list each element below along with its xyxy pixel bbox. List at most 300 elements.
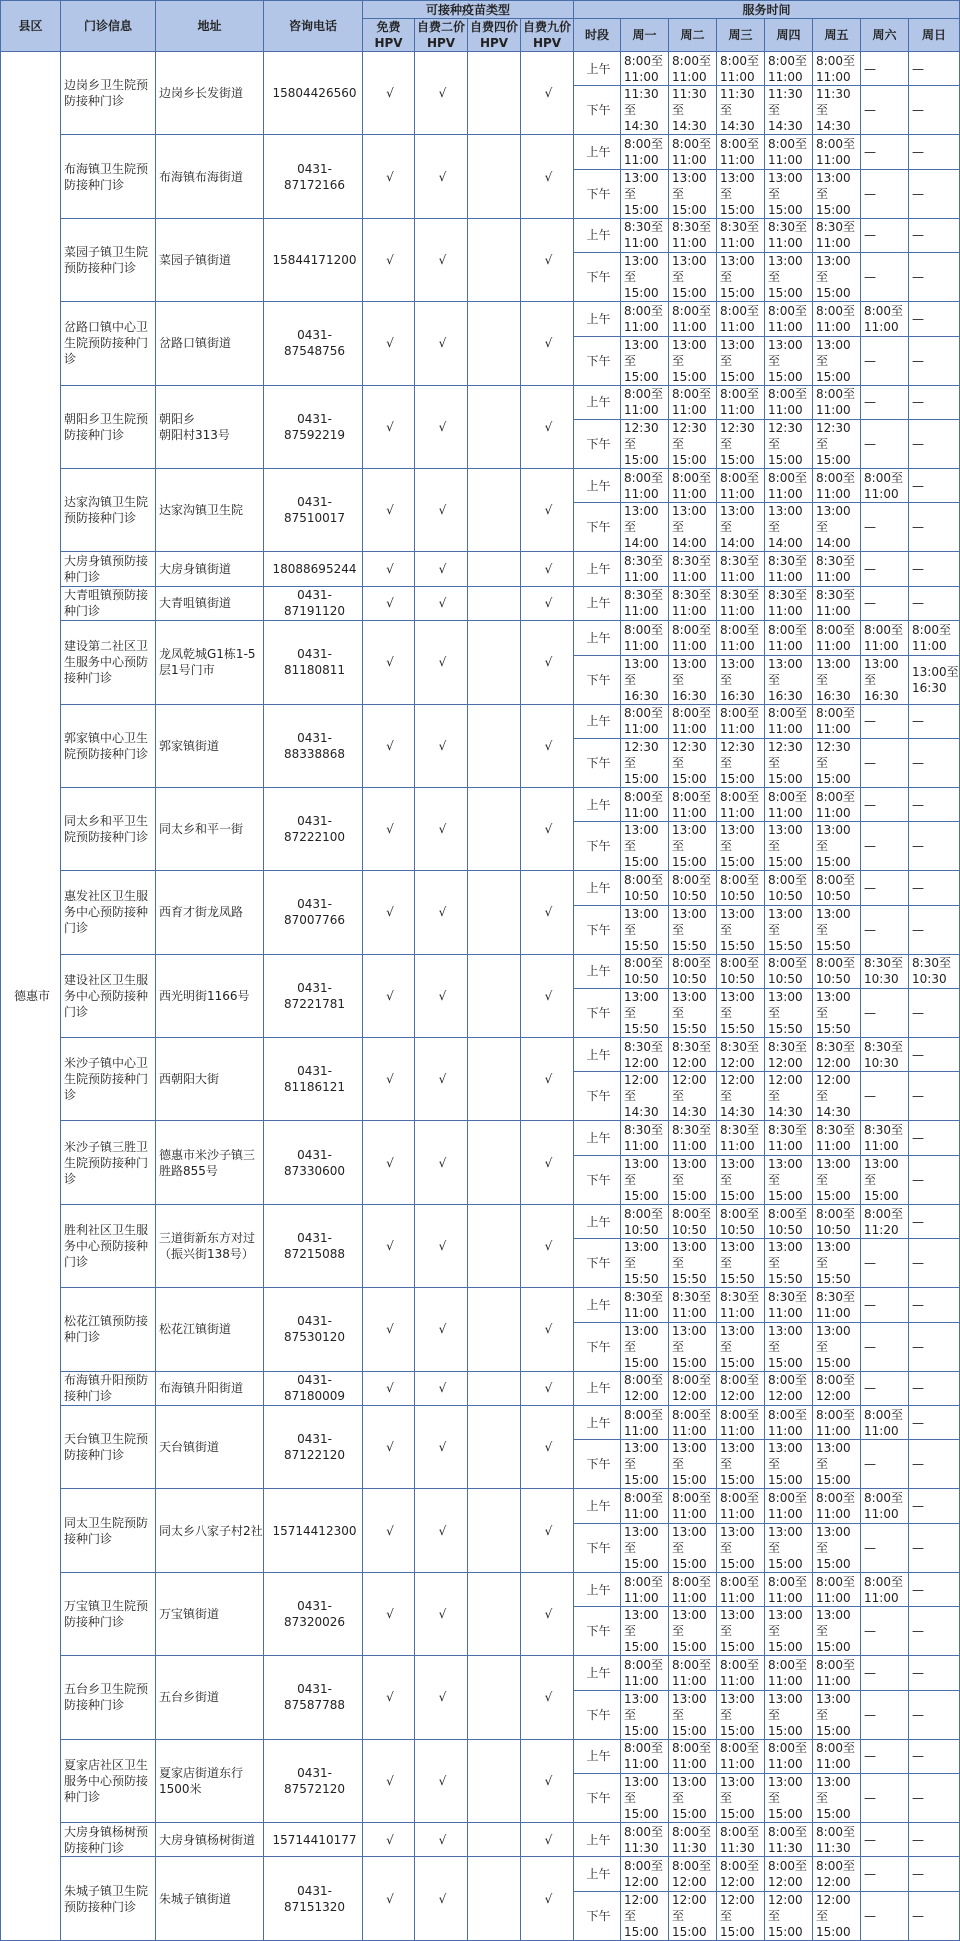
time-cell: 8:30至 11:00 [861,1121,909,1155]
time-cell: 8:30至 12:00 [669,1038,717,1072]
time-cell: 8:30至 11:00 [813,218,861,252]
hpv-availability: √ [415,468,468,551]
period-pm: 下午 [574,1891,621,1940]
header-day: 周五 [813,19,861,52]
time-cell: 8:00至 10:50 [717,871,765,905]
clinic-phone: 0431-87221781 [264,954,363,1037]
time-cell: — [861,1773,909,1822]
table-row [1,1121,960,1155]
clinic-name: 布海镇卫生院预防接种门诊 [61,135,156,218]
table-row [1,1489,960,1523]
period-am: 上午 [574,1489,621,1523]
clinic-name: 五台乡卫生院预防接种门诊 [61,1656,156,1739]
time-cell: — [861,871,909,905]
time-cell: 8:30至 11:00 [717,218,765,252]
time-cell: — [861,419,909,468]
hpv-availability: √ [363,218,415,301]
time-cell: — [909,253,960,302]
hpv-availability [468,1371,521,1405]
time-cell: — [861,1607,909,1656]
time-cell: — [909,1656,960,1690]
table-row [1,1572,960,1606]
time-cell: 8:00至 11:00 [717,52,765,86]
time-cell: — [861,1739,909,1773]
time-cell: 13:00至 15:00 [813,1155,861,1204]
time-cell: 13:00至 15:50 [669,905,717,954]
period-pm: 下午 [574,169,621,218]
time-cell: — [909,1155,960,1204]
time-cell: 8:30至 12:00 [621,1038,669,1072]
time-cell: 13:00至 15:50 [765,1239,813,1288]
hpv-availability: √ [363,871,415,954]
time-cell: 8:30至 11:00 [765,552,813,586]
time-cell: — [861,1822,909,1856]
time-cell: 8:00至 11:00 [717,1572,765,1606]
time-cell: 8:00至 11:00 [861,1406,909,1440]
hpv-availability: √ [363,1371,415,1405]
clinic-phone: 0431-81186121 [264,1038,363,1121]
time-cell: — [909,822,960,871]
header-vaccine-type: 自费四价 HPV [468,19,521,52]
time-cell: 8:00至 11:30 [813,1822,861,1856]
time-cell: 13:00至 15:50 [669,989,717,1038]
time-cell: 8:00至 10:50 [621,954,669,988]
hpv-availability: √ [521,1204,574,1287]
hpv-availability: √ [415,1822,468,1856]
time-cell: 8:00至 11:00 [621,302,669,336]
hpv-availability: √ [363,1288,415,1371]
period-am: 上午 [574,468,621,502]
time-cell: 13:00至 14:00 [813,503,861,552]
time-cell: 8:00至 11:00 [813,135,861,169]
period-pm: 下午 [574,503,621,552]
time-cell: — [861,787,909,821]
time-cell: 8:00至 11:00 [669,1739,717,1773]
time-cell: 12:30至 15:00 [765,738,813,787]
time-cell: 8:00至 10:50 [669,1204,717,1238]
time-cell: 8:00至 11:00 [765,621,813,655]
clinic-address: 德惠市米沙子镇三胜路855号 [156,1121,264,1204]
header-phone: 咨询电话 [264,1,363,52]
time-cell: 13:00至 14:00 [717,503,765,552]
time-cell: 13:00至 15:00 [813,1523,861,1572]
time-cell: 13:00至 15:50 [813,905,861,954]
time-cell: 13:00至 15:00 [621,253,669,302]
time-cell: — [909,419,960,468]
hpv-availability: √ [521,468,574,551]
clinic-address: 西光明街1166号 [156,954,264,1037]
time-cell: 8:00至 11:00 [765,1739,813,1773]
time-cell: — [909,905,960,954]
time-cell: 13:00至 15:00 [765,1773,813,1822]
clinic-phone: 0431-88338868 [264,704,363,787]
clinic-name: 米沙子镇三胜卫生院预防接种门诊 [61,1121,156,1204]
time-cell: 13:00至 15:00 [669,336,717,385]
hpv-availability [468,1288,521,1371]
time-cell: 8:00至 11:00 [813,1489,861,1523]
time-cell: 8:30至 11:00 [669,1288,717,1322]
hpv-availability: √ [363,135,415,218]
time-cell: 13:00至 15:00 [813,1607,861,1656]
clinic-address: 边岗乡长发街道 [156,52,264,135]
time-cell: 8:00至 11:00 [621,787,669,821]
time-cell: 8:00至 11:00 [813,1656,861,1690]
time-cell: — [909,1607,960,1656]
clinic-address: 同太乡八家子村2社 [156,1489,264,1572]
header-county: 县区 [1,1,61,52]
hpv-availability [468,1857,521,1940]
time-cell: 8:00至 11:00 [621,1406,669,1440]
hpv-availability [468,871,521,954]
time-cell: 8:00至 11:00 [765,1572,813,1606]
hpv-availability: √ [415,52,468,135]
time-cell: 8:30至 11:00 [669,1121,717,1155]
time-cell: 13:00至 15:00 [669,822,717,871]
time-cell: 8:00至 11:00 [813,704,861,738]
time-cell: 13:00至 15:00 [621,1322,669,1371]
hpv-availability: √ [363,1739,415,1822]
time-cell: 8:00至 11:00 [813,52,861,86]
hpv-availability: √ [415,1121,468,1204]
time-cell: 13:00至 15:00 [669,1523,717,1572]
clinic-phone: 0431-87592219 [264,385,363,468]
hpv-availability: √ [415,385,468,468]
time-cell: — [861,1690,909,1739]
time-cell: 8:00至 10:50 [717,1204,765,1238]
hpv-availability: √ [521,1572,574,1655]
period-pm: 下午 [574,1440,621,1489]
time-cell: 8:00至 11:00 [621,621,669,655]
time-cell: 8:00至 11:00 [669,385,717,419]
period-am: 上午 [574,552,621,586]
time-cell: 8:30至 11:00 [765,1121,813,1155]
time-cell: 8:00至 10:50 [717,954,765,988]
clinic-name: 万宝镇卫生院预防接种门诊 [61,1572,156,1655]
hpv-availability: √ [415,1857,468,1940]
header-period: 时段 [574,19,621,52]
time-cell: 13:00至 15:00 [669,1690,717,1739]
time-cell: 8:00至 11:00 [813,385,861,419]
hpv-availability: √ [521,1739,574,1822]
time-cell: 8:00至 11:00 [717,468,765,502]
time-cell: 13:00至 15:00 [717,253,765,302]
time-cell: 13:00至 15:00 [621,1773,669,1822]
time-cell: 13:00至 15:50 [813,989,861,1038]
hpv-availability: √ [415,1406,468,1489]
time-cell: — [909,302,960,336]
time-cell: 8:00至 11:00 [909,621,960,655]
clinic-name: 天台镇卫生院预防接种门诊 [61,1406,156,1489]
time-cell: — [861,989,909,1038]
hpv-availability: √ [363,704,415,787]
time-cell: 8:00至 10:50 [765,1204,813,1238]
time-cell: 8:30至 12:00 [765,1038,813,1072]
table-row [1,302,960,336]
time-cell: 13:00至 15:00 [717,1440,765,1489]
time-cell: 8:00至 11:00 [621,468,669,502]
hpv-availability: √ [415,218,468,301]
clinic-address: 大房身镇杨树街道 [156,1822,264,1856]
header-day: 周四 [765,19,813,52]
period-am: 上午 [574,787,621,821]
time-cell: 12:00至 15:00 [813,1891,861,1940]
time-cell: 8:30至 11:00 [765,218,813,252]
time-cell: — [909,336,960,385]
clinic-address: 万宝镇街道 [156,1572,264,1655]
time-cell: — [909,52,960,86]
table-row [1,1038,960,1072]
time-cell: 13:00至 15:00 [717,169,765,218]
time-cell: 8:00至 10:50 [765,871,813,905]
time-cell: — [909,468,960,502]
hpv-availability: √ [521,218,574,301]
time-cell: 8:00至 11:00 [765,135,813,169]
hpv-availability: √ [363,1121,415,1204]
hpv-availability: √ [521,52,574,135]
time-cell: — [909,169,960,218]
time-cell: — [909,1822,960,1856]
clinic-phone: 15804426560 [264,52,363,135]
time-cell: — [909,218,960,252]
time-cell: 13:00至 15:00 [621,1690,669,1739]
time-cell: 13:00至 15:00 [669,1440,717,1489]
period-am: 上午 [574,135,621,169]
time-cell: 13:00至 14:00 [669,503,717,552]
clinic-phone: 0431-87320026 [264,1572,363,1655]
time-cell: 8:30至 11:00 [765,1288,813,1322]
clinic-address: 天台镇街道 [156,1406,264,1489]
clinic-address: 西朝阳大街 [156,1038,264,1121]
table-row [1,218,960,252]
time-cell: — [861,1072,909,1121]
time-cell: 13:00至 15:00 [861,1155,909,1204]
hpv-availability: √ [415,871,468,954]
time-cell: 13:00至 15:00 [717,1322,765,1371]
time-cell: 8:00至 11:00 [621,1489,669,1523]
clinic-name: 建设社区卫生服务中心预防接种门诊 [61,954,156,1037]
hpv-availability: √ [363,1489,415,1572]
time-cell: — [909,1371,960,1405]
time-cell: 8:30至 11:00 [621,552,669,586]
time-cell: — [909,1739,960,1773]
time-cell: 13:00至 15:50 [621,989,669,1038]
time-cell: 13:00至 15:00 [765,1690,813,1739]
period-pm: 下午 [574,905,621,954]
hpv-availability [468,1489,521,1572]
time-cell: 13:00至 15:00 [621,1440,669,1489]
header-vaccine-type: 免费 HPV [363,19,415,52]
time-cell: — [909,503,960,552]
time-cell: 13:00至 15:50 [813,1239,861,1288]
hpv-availability [468,218,521,301]
period-am: 上午 [574,1656,621,1690]
time-cell: 12:30至 15:00 [813,419,861,468]
time-cell: 8:30至 11:00 [717,1288,765,1322]
hpv-availability: √ [415,302,468,385]
time-cell: — [861,169,909,218]
time-cell: 8:00至 11:00 [765,1489,813,1523]
hpv-availability: √ [363,1038,415,1121]
time-cell: 8:00至 11:00 [813,1572,861,1606]
time-cell: — [909,1239,960,1288]
period-am: 上午 [574,218,621,252]
clinic-address: 布海镇布海街道 [156,135,264,218]
time-cell: — [909,1489,960,1523]
hpv-availability: √ [363,954,415,1037]
hpv-availability: √ [415,954,468,1037]
period-am: 上午 [574,1822,621,1856]
time-cell: — [861,218,909,252]
hpv-availability: √ [521,954,574,1037]
clinic-name: 建设第二社区卫生服务中心预防接种门诊 [61,621,156,704]
hpv-availability [468,1121,521,1204]
time-cell: 11:30至 14:30 [621,86,669,135]
header-day: 周二 [669,19,717,52]
time-cell: 13:00至 15:50 [717,1239,765,1288]
hpv-availability [468,552,521,586]
hpv-availability: √ [415,586,468,620]
hpv-availability: √ [363,586,415,620]
time-cell: 8:00至 11:00 [717,704,765,738]
clinic-phone: 0431-87572120 [264,1739,363,1822]
time-cell: 8:00至 11:00 [717,1739,765,1773]
clinic-address: 岔路口镇街道 [156,302,264,385]
time-cell: 12:30至 15:00 [621,419,669,468]
time-cell: 8:00至 11:00 [813,1739,861,1773]
time-cell: 8:30至 11:00 [621,1121,669,1155]
time-cell: 8:00至 10:50 [813,871,861,905]
time-cell: 13:00至 15:00 [813,336,861,385]
hpv-availability: √ [521,1489,574,1572]
time-cell: 12:00至 15:00 [621,1891,669,1940]
clinic-address: 朱城子镇街道 [156,1857,264,1940]
hpv-availability [468,586,521,620]
time-cell: 8:00至 11:30 [765,1822,813,1856]
time-cell: 13:00至 15:00 [669,169,717,218]
time-cell: — [861,1288,909,1322]
period-am: 上午 [574,302,621,336]
header-vaccine-type: 自费二价 HPV [415,19,468,52]
time-cell: 13:00至 15:00 [765,1322,813,1371]
hpv-availability [468,135,521,218]
time-cell: 8:00至 11:00 [861,302,909,336]
period-pm: 下午 [574,1773,621,1822]
time-cell: — [909,1440,960,1489]
period-pm: 下午 [574,419,621,468]
table-row [1,1656,960,1690]
hpv-availability: √ [415,1288,468,1371]
time-cell: 8:00至 10:50 [813,1204,861,1238]
time-cell: 8:00至 11:00 [813,621,861,655]
time-cell: 8:00至 11:00 [621,704,669,738]
table-row [1,385,960,419]
clinic-name: 布海镇升阳预防接种门诊 [61,1371,156,1405]
time-cell: 8:30至 11:00 [765,586,813,620]
time-cell: 13:00至 15:00 [717,1155,765,1204]
time-cell: — [909,135,960,169]
time-cell: 8:00至 11:00 [861,621,909,655]
time-cell: 13:00至 15:00 [765,336,813,385]
time-cell: 8:00至 12:00 [813,1371,861,1405]
time-cell: — [909,385,960,419]
time-cell: — [861,1322,909,1371]
time-cell: 13:00至 15:00 [813,253,861,302]
period-am: 上午 [574,1121,621,1155]
clinic-address: 达家沟镇卫生院 [156,468,264,551]
time-cell: 8:00至 12:00 [765,1371,813,1405]
clinic-phone: 0431-87191120 [264,586,363,620]
hpv-availability [468,1572,521,1655]
time-cell: 8:00至 11:00 [765,1406,813,1440]
header-address: 地址 [156,1,264,52]
time-cell: 11:30至 14:30 [765,86,813,135]
clinic-phone: 18088695244 [264,552,363,586]
time-cell: 13:00至 15:00 [765,1440,813,1489]
period-am: 上午 [574,1857,621,1891]
clinic-phone: 0431-87215088 [264,1204,363,1287]
time-cell: — [909,552,960,586]
time-cell: — [909,1322,960,1371]
time-cell: 8:00至 11:00 [861,1489,909,1523]
table-row [1,1822,960,1856]
time-cell: — [909,704,960,738]
clinic-phone: 15714412300 [264,1489,363,1572]
time-cell: 8:00至 11:00 [621,135,669,169]
time-cell: — [909,1572,960,1606]
hpv-availability: √ [521,1857,574,1940]
time-cell: — [861,86,909,135]
time-cell: 8:30至 11:00 [717,1121,765,1155]
time-cell: — [861,1440,909,1489]
table-body [1,52,960,1941]
time-cell: 8:00至 11:00 [717,621,765,655]
time-cell: 13:00至 15:50 [765,905,813,954]
period-pm: 下午 [574,86,621,135]
hpv-availability: √ [521,1288,574,1371]
clinic-address: 同太乡和平一街 [156,787,264,870]
clinic-name: 大青咀镇预防接种门诊 [61,586,156,620]
period-am: 上午 [574,1406,621,1440]
period-am: 上午 [574,1572,621,1606]
time-cell: 8:00至 11:00 [669,621,717,655]
period-pm: 下午 [574,1072,621,1121]
hpv-availability [468,468,521,551]
time-cell: 12:30至 15:00 [813,738,861,787]
hpv-availability: √ [415,1371,468,1405]
time-cell: 13:00至 15:00 [669,253,717,302]
hpv-availability: √ [363,787,415,870]
hpv-availability: √ [363,52,415,135]
time-cell: — [909,1523,960,1572]
time-cell: 13:00至 15:00 [765,822,813,871]
table-row [1,1739,960,1773]
time-cell: 12:00至 15:00 [717,1891,765,1940]
table-row [1,621,960,655]
time-cell: 13:00至 15:00 [813,1690,861,1739]
time-cell: 13:00至 15:00 [621,1523,669,1572]
time-cell: — [909,1038,960,1072]
clinic-name: 同太卫生院预防接种门诊 [61,1489,156,1572]
time-cell: — [861,704,909,738]
time-cell: 13:00至 15:00 [813,1322,861,1371]
time-cell: 13:00至 15:00 [621,169,669,218]
time-cell: 8:00至 11:00 [813,468,861,502]
time-cell: 13:00至 15:00 [765,1523,813,1572]
hpv-availability: √ [521,787,574,870]
period-pm: 下午 [574,1690,621,1739]
time-cell: 12:30至 15:00 [621,738,669,787]
time-cell: — [861,822,909,871]
